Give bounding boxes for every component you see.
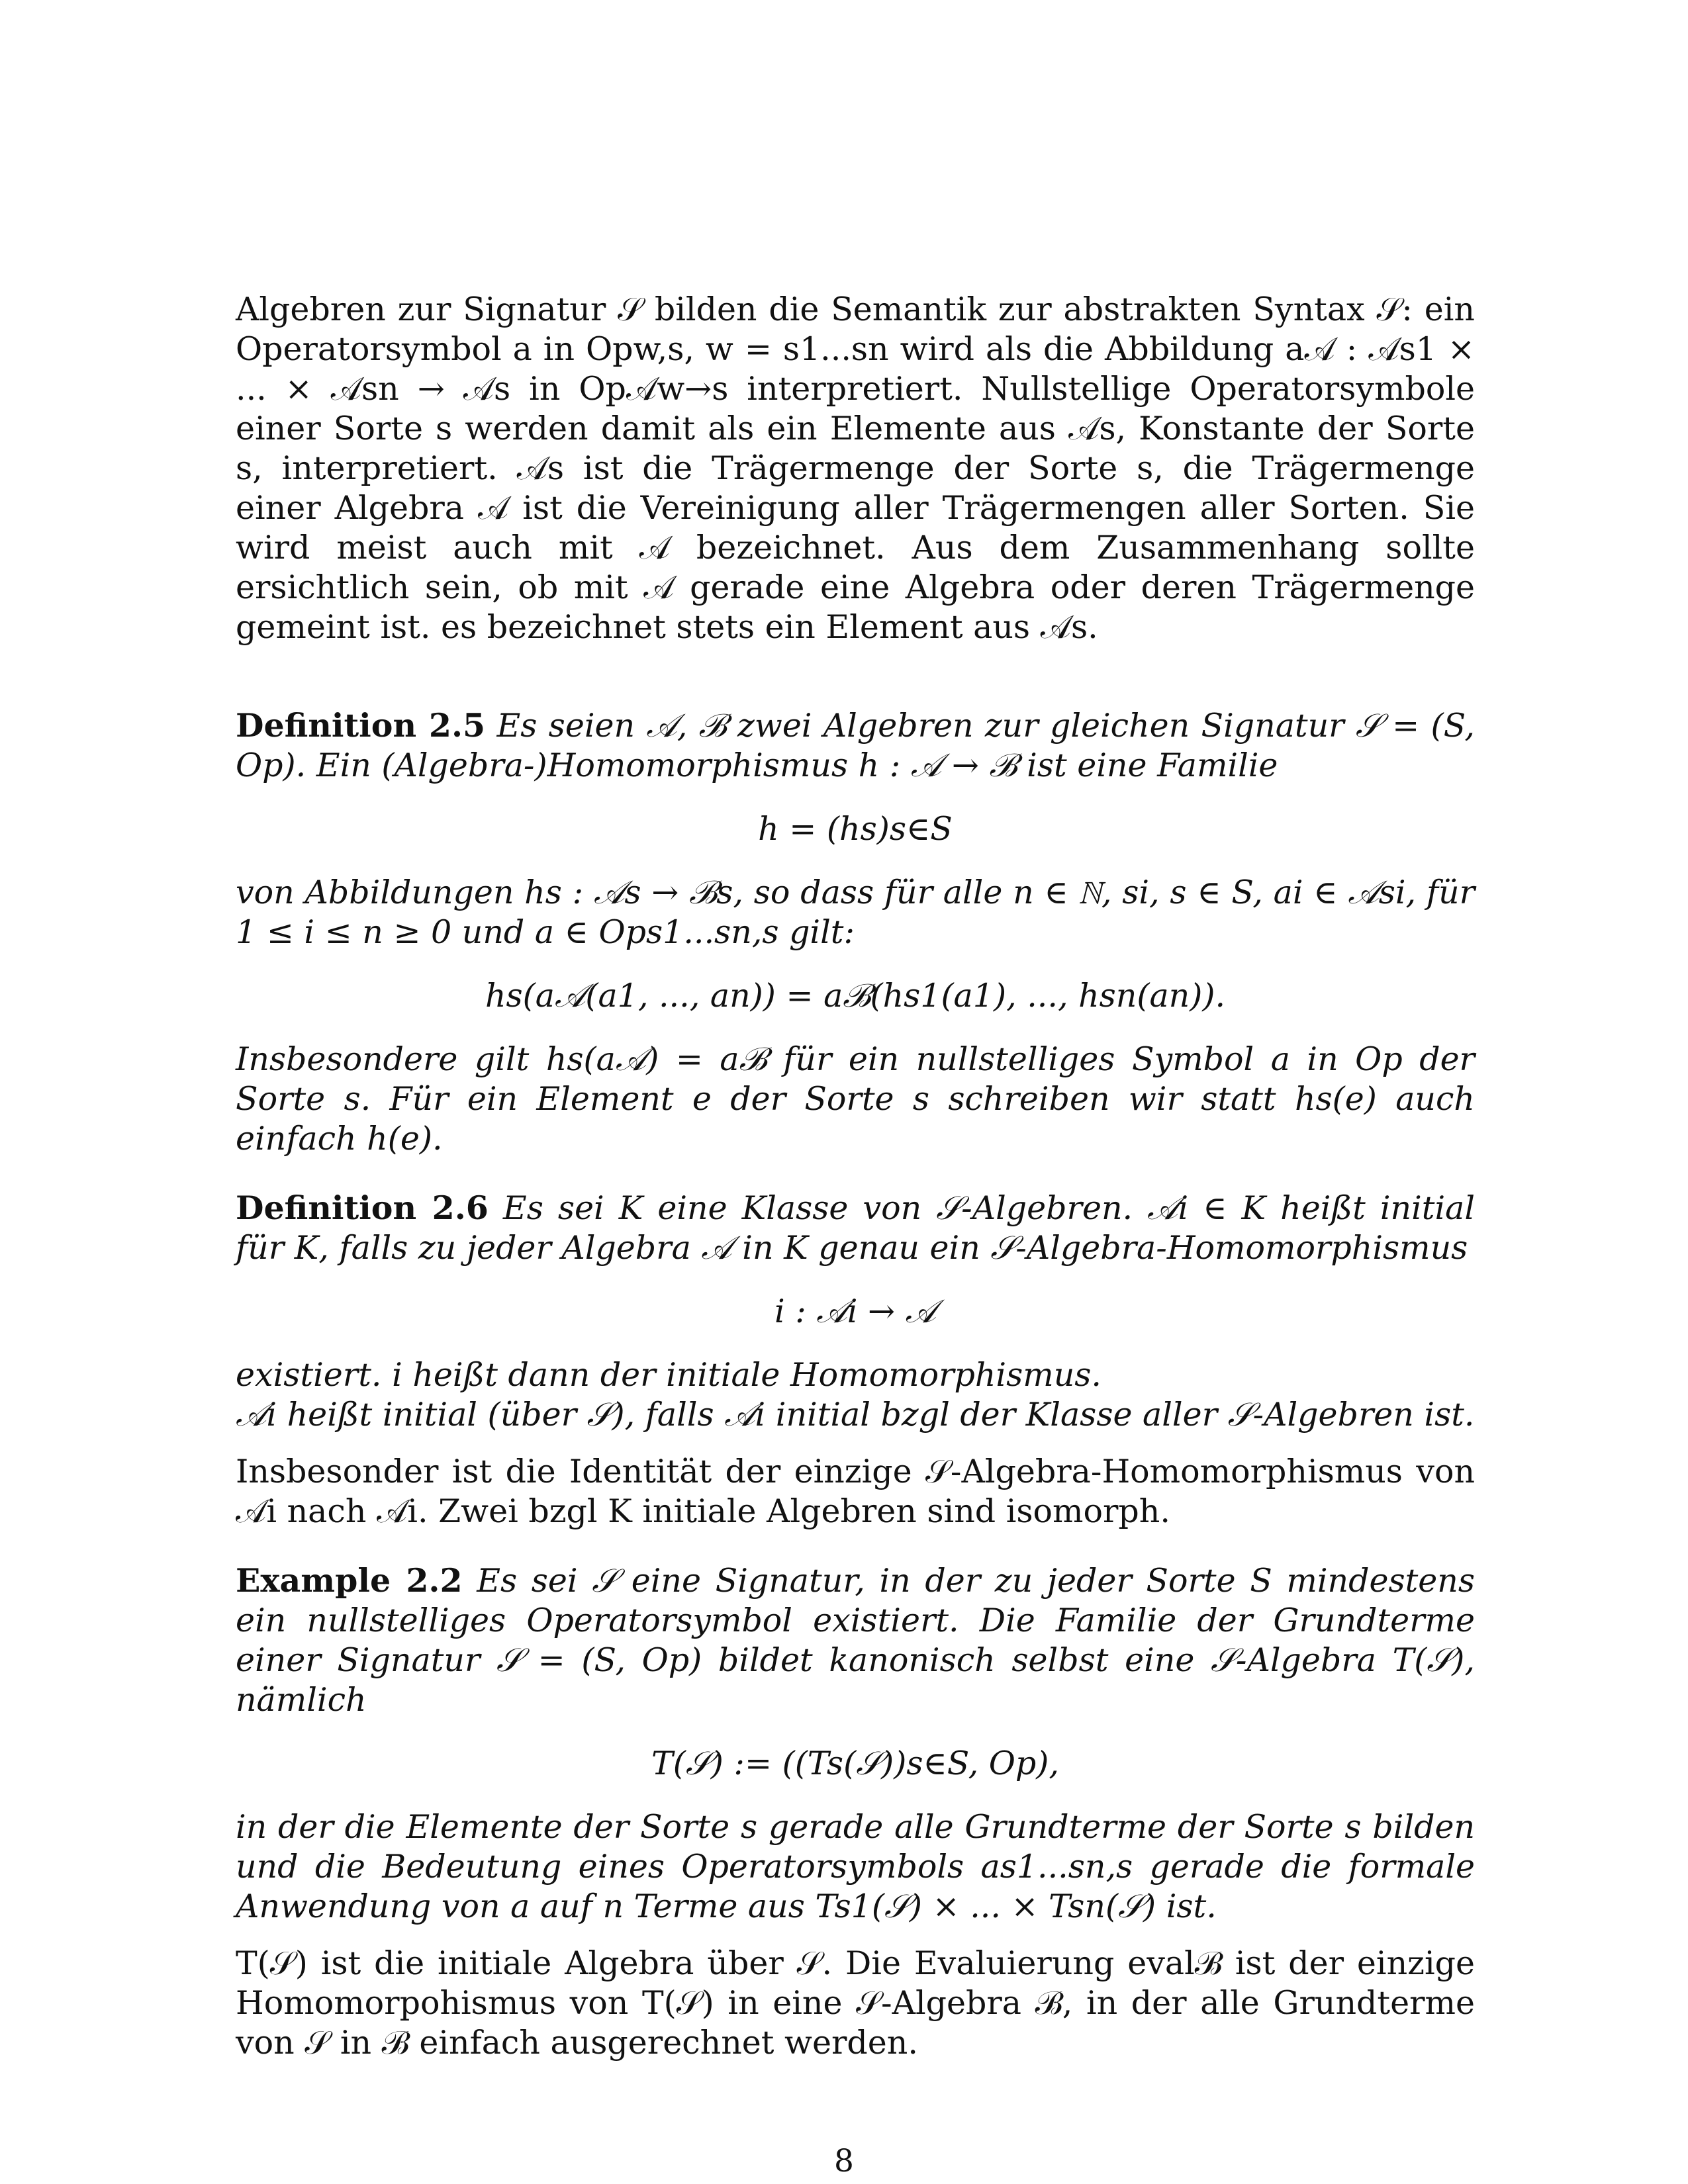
definition-text: Es sei K eine Klasse von 𝒮-Algebren. 𝒜i ∈ K heißt initial für K, falls zu jeder Algebra 𝒜 in K genau ein 𝒮-Algebra-Homomorphismus (236, 1189, 1475, 1267)
display-formula: i : 𝒜i → 𝒜 (774, 1293, 936, 1330)
closing-paragraph: T(𝒮) ist die initiale Algebra über 𝒮. Die Evaluierung evalℬ ist der einzige Homomorpohismus von T(𝒮) in eine 𝒮-Algebra ℬ, in der alle Grundterme von 𝒮 in ℬ einfach ausgerechnet werden. (236, 1944, 1475, 2062)
intro-paragraph: Algebren zur Signatur 𝒮 bilden die Semantik zur abstrakten Syntax 𝒮: ein Operatorsymbol a in Opw,s, w = s1...sn wird als die Abbildung a𝒜 : 𝒜s1 × ... × 𝒜sn → 𝒜s in Op𝒜w→s interpretiert. Nullstellige Operatorsymbole einer Sorte s werden damit als ein Elemente aus 𝒜s, Konstante der Sorte s, interpretiert. 𝒜s ist die Trägermenge der Sorte s, die Trägermenge einer Algebra 𝒜 ist die Vereinigung aller Trägermengen aller Sorten. Sie wird meist auch mit 𝒜 bezeichnet. Aus dem Zusammenhang sollte ersichtlich sein, ob mit 𝒜 gerade eine Algebra oder deren Trägermenge gemeint ist. es bezeichnet stets ein Element aus 𝒜s. (236, 291, 1475, 646)
definition-text: 𝒜i heißt initial (über 𝒮), falls 𝒜i initial bzgl der Klasse aller 𝒮-Algebren ist. (236, 1396, 1475, 1433)
display-formula: h = (hs)s∈S (758, 810, 953, 848)
definition-text: Insbesondere gilt hs(a𝒜) = aℬ für ein nullstelliges Symbol a in Op der Sorte s. Für ein Element e der Sorte s schreiben wir statt hs(e) auch einfach h(e). (236, 1040, 1475, 1158)
display-formula: hs(a𝒜(a1, ..., an)) = aℬ(hs1(a1), ..., hsn(an)). (485, 977, 1226, 1015)
example-text: Es sei 𝒮 eine Signatur, in der zu jeder Sorte S mindestens ein nullstelliges Operatorsymbol existiert. Die Familie der Grundterme einer Signatur 𝒮 = (S, Op) bildet kanonisch selbst eine 𝒮-Algebra T(𝒮), nämlich (236, 1562, 1475, 1719)
definition-2-6 (236, 1188, 1475, 1435)
definition-text: Es seien 𝒜, ℬ zwei Algebren zur gleichen Signatur 𝒮 = (S, Op). Ein (Algebra-)Homomorphismus h : 𝒜 → ℬ ist eine Familie (236, 707, 1476, 784)
definition-label: Definition 2.5 (236, 706, 486, 745)
body-paragraph: Insbesonder ist die Identität der einzige 𝒮-Algebra-Homomorphismus von 𝒜i nach 𝒜i. Zwei bzgl K initiale Algebren sind isomorph. (236, 1453, 1475, 1530)
page-body (236, 290, 1475, 2063)
definition-label: Definition 2.6 (236, 1189, 489, 1227)
definition-text: von Abbildungen hs : 𝒜s → ℬs, so dass für alle n ∈ ℕ, si, s ∈ S, ai ∈ 𝒜si, für 1 ≤ i ≤ n ≥ 0 und a ∈ Ops1...sn,s gilt: (236, 874, 1475, 951)
definition-text: existiert. i heißt dann der initiale Homomorphismus. (236, 1356, 1102, 1394)
page-number: 8 (834, 2143, 854, 2179)
example-text: in der die Elemente der Sorte s gerade alle Grundterme der Sorte s bilden und die Bedeutung eines Operatorsymbols as1...sn,s gerade die formale Anwendung von a auf n Terme aus Ts1(𝒮) × ... × Tsn(𝒮) ist. (236, 1808, 1475, 1925)
example-label: Example 2.2 (236, 1561, 463, 1600)
example-2-2 (236, 1561, 1475, 1927)
display-formula: T(𝒮) := ((Ts(𝒮))s∈S, Op), (651, 1745, 1059, 1782)
definition-2-5 (236, 705, 1475, 1159)
